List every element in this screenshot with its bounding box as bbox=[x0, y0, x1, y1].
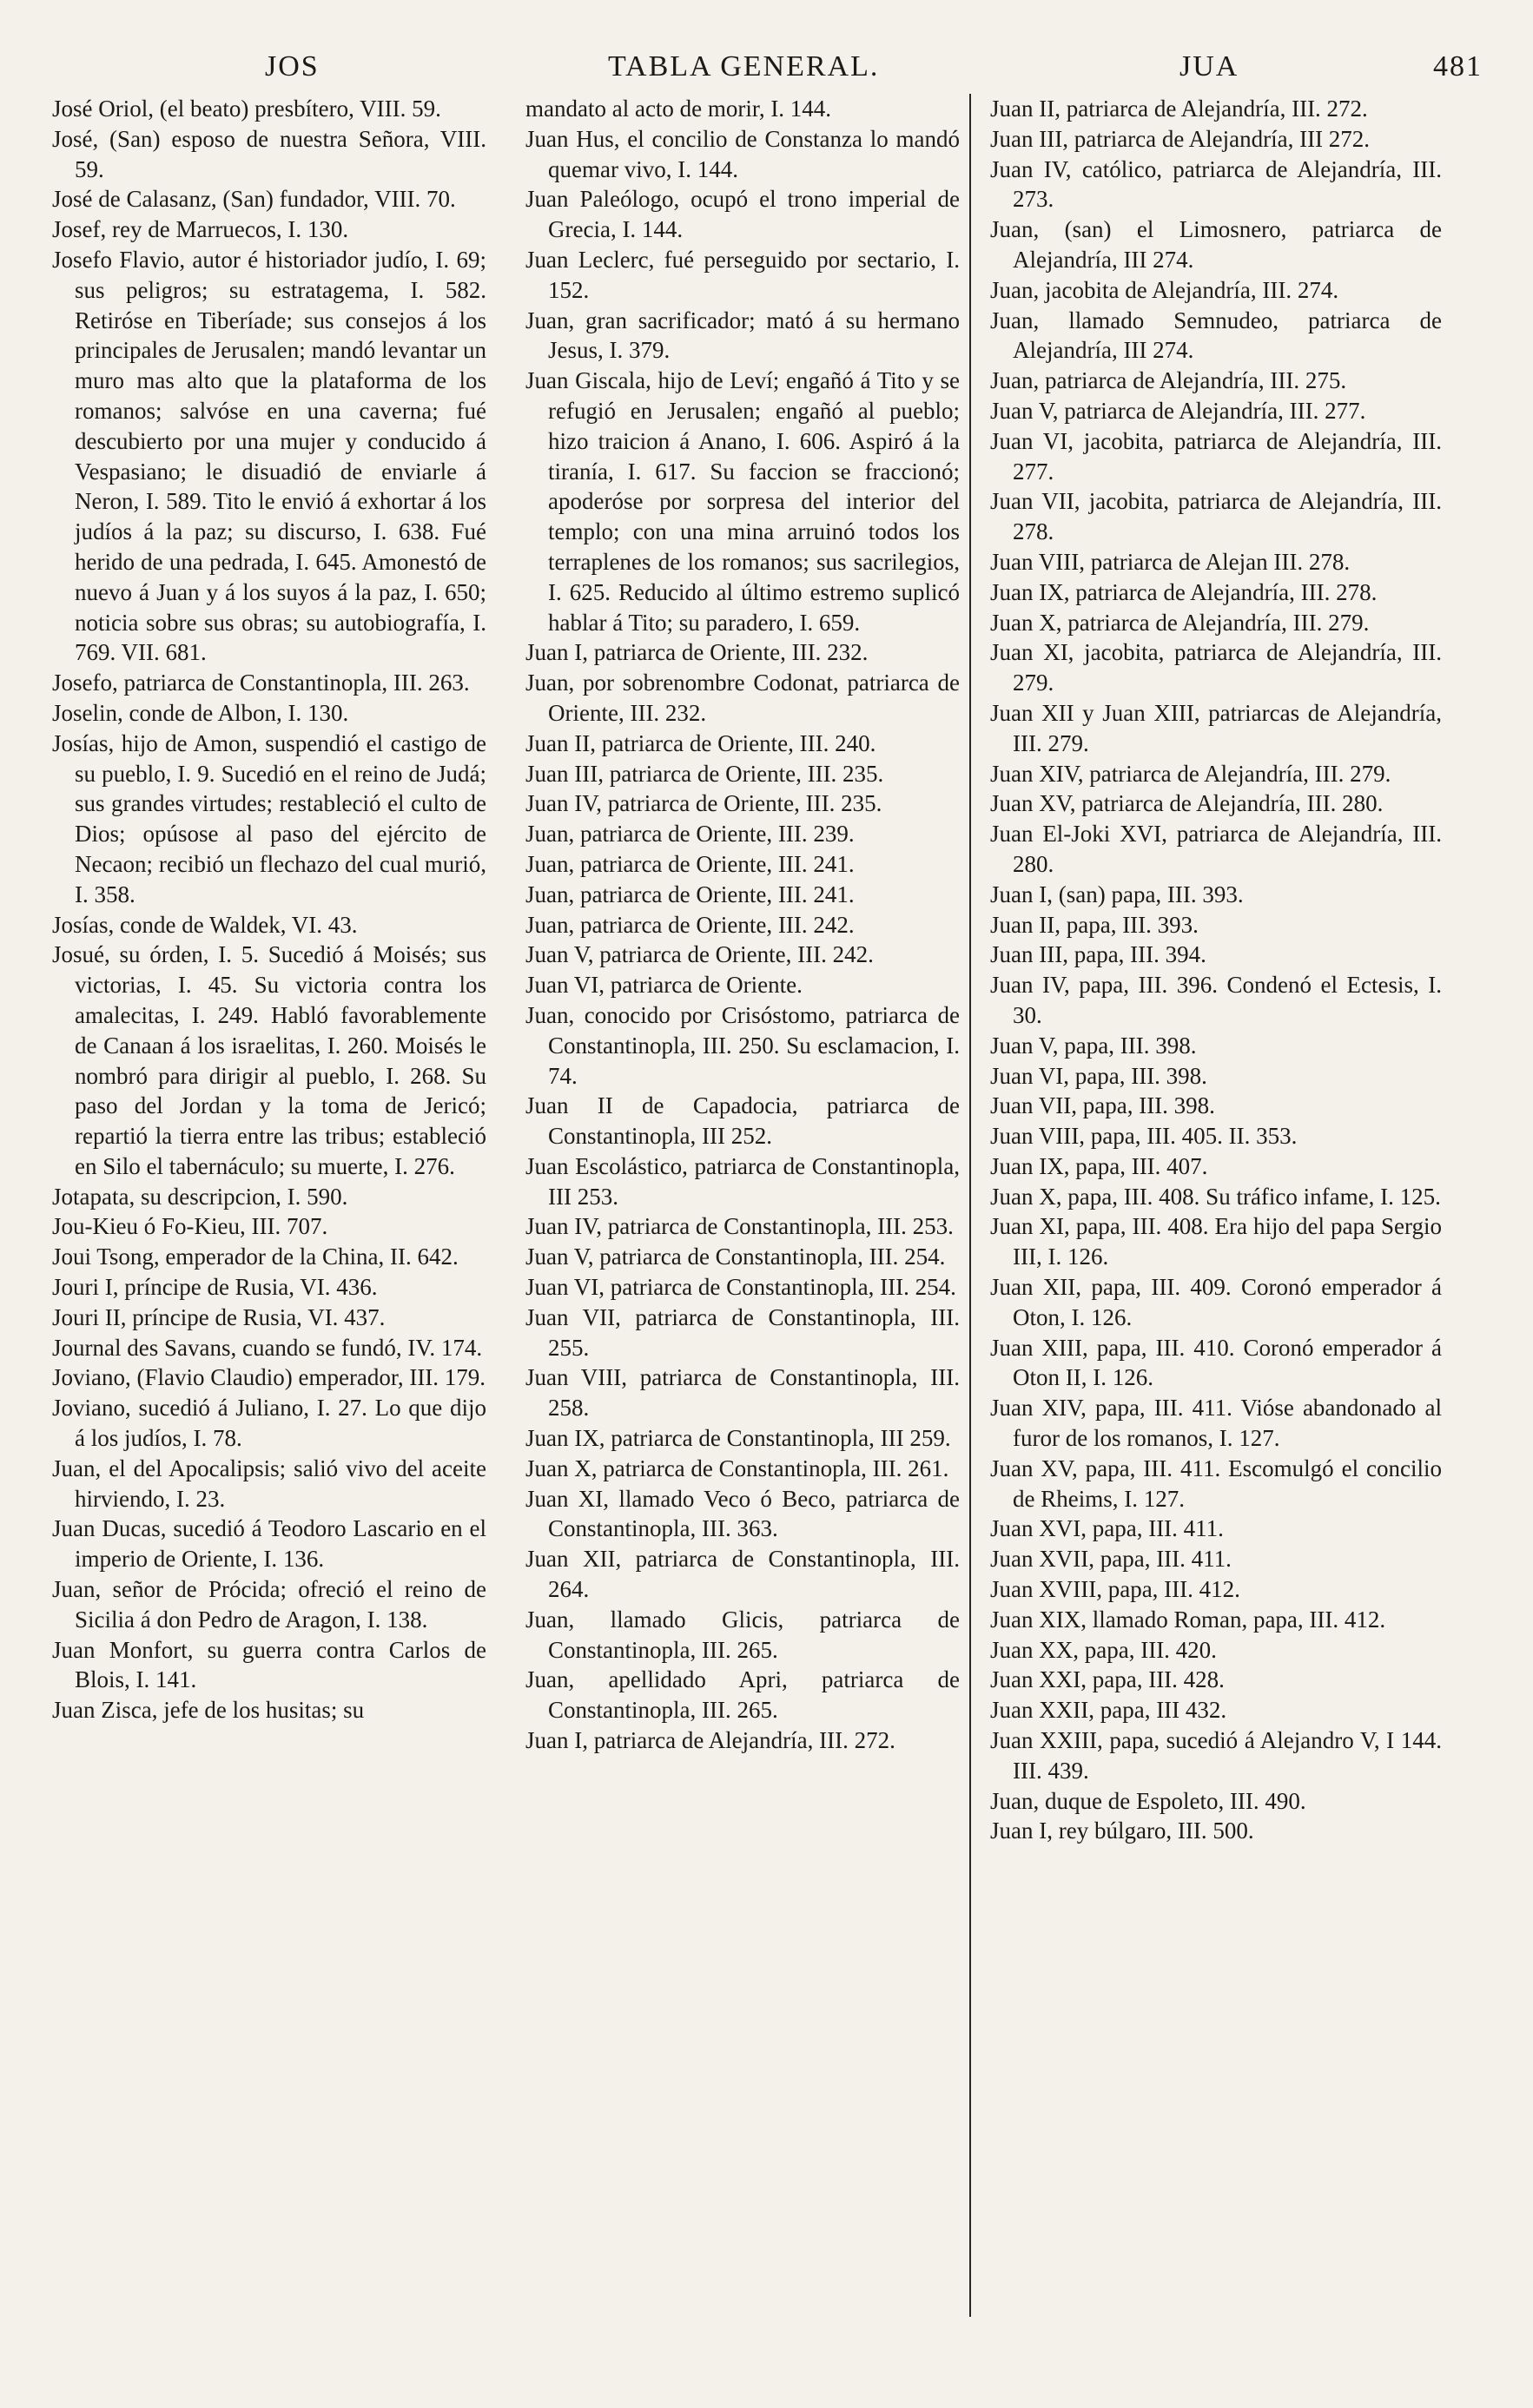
index-entry: Juan VII, papa, III. 398. bbox=[990, 1092, 1215, 1119]
index-entry: Juan VI, jacobita, patriarca de Alejandría, III. 277. bbox=[990, 427, 1442, 485]
index-entry: Juan I, patriarca de Oriente, III. 232. bbox=[525, 639, 869, 666]
index-entry: Juan, llamado Semnudeo, patriarca de Alejandría, III 274. bbox=[990, 307, 1442, 364]
index-entry: Josefo, patriarca de Constantinopla, III. 263. bbox=[52, 670, 470, 696]
index-entry: Juan, señor de Prócida; ofreció el reino de Sicilia á don Pedro de Aragon, I. 138. bbox=[52, 1576, 486, 1633]
index-entry: Juan VII, jacobita, patriarca de Alejandría, III. 278. bbox=[990, 488, 1442, 545]
index-entry: Juan, gran sacrificador; mató á su hermano Jesus, I. 379. bbox=[525, 307, 960, 364]
index-entry: Juan, patriarca de Oriente, III. 241. bbox=[525, 850, 855, 877]
index-entry: Juan III, patriarca de Oriente, III. 235. bbox=[525, 760, 884, 787]
index-entry: Josefo Flavio, autor é historiador judío, I. 69; sus peligros; su estratagema, I. 582. Retiróse en Tiberíade; sus consejos á los principales de Jerusalen; mandó levantar un muro mas alto que la plataforma de los romanos; salvóse en una caverna; fué descubierto por una mujer y conducido á Vespasiano; le disuadió de enviarle á Neron, I. 589. Tito le envió á exhortar á los judíos á la paz; su discurso, I. 638. Fué herido de una pedrada, I. 645. Amonestó de nuevo á Juan y á los suyos á la paz, I. 650; noticia sobre sus obras; su autobiografía, I. 769. VII. 681. bbox=[52, 246, 486, 666]
index-entry: mandato al acto de morir, I. 144. bbox=[525, 96, 832, 122]
index-entry: Juan I, rey búlgaro, III. 500. bbox=[990, 1818, 1254, 1844]
index-entry: Juan I, (san) papa, III. 393. bbox=[990, 881, 1244, 907]
index-entry: Juan, patriarca de Oriente, III. 239. bbox=[525, 821, 855, 848]
index-entry: Juan II, papa, III. 393. bbox=[990, 911, 1199, 938]
index-entry: Juan VIII, papa, III. 405. II. 353. bbox=[990, 1123, 1298, 1150]
index-entry: Juan, conocido por Crisóstomo, patriarca de Constantinopla, III. 250. Su esclamacion, I. 74. bbox=[525, 1001, 960, 1089]
index-entry: Joselin, conde de Albon, I. 130. bbox=[52, 699, 349, 726]
index-entry: Juan II de Capadocia, patriarca de Constantinopla, III 252. bbox=[525, 1092, 960, 1150]
index-entry: Josías, hijo de Amon, suspendió el castigo de su pueblo, I. 9. Sucedió en el reino de Judá; sus grandes virtudes; restableció el culto de Dios; opúsose al paso del ejército de Necaon; recibió un flechazo del cual murió, I. 358. bbox=[52, 729, 486, 907]
page-number: 481 bbox=[1433, 50, 1483, 82]
index-entry: Josef, rey de Marruecos, I. 130. bbox=[52, 216, 349, 243]
index-column-3 bbox=[990, 94, 1442, 1846]
header-right-guide: JUA bbox=[1179, 50, 1239, 82]
index-entry: Juan IV, católico, patriarca de Alejandría, III. 273. bbox=[990, 155, 1442, 213]
index-entry: Juan V, patriarca de Oriente, III. 242. bbox=[525, 941, 874, 968]
index-column-1 bbox=[52, 94, 486, 1725]
index-entry: Juan IV, patriarca de Constantinopla, III. 253. bbox=[525, 1213, 954, 1240]
index-entry: Juan Zisca, jefe de los husitas; su bbox=[52, 1697, 365, 1724]
index-entry: Juan, llamado Glicis, patriarca de Constantinopla, III. 265. bbox=[525, 1606, 960, 1663]
index-entry: Juan Paleólogo, ocupó el trono imperial de Grecia, I. 144. bbox=[525, 186, 960, 243]
index-entry: Juan XX, papa, III. 420. bbox=[990, 1636, 1217, 1663]
index-entry: Juan V, patriarca de Alejandría, III. 277. bbox=[990, 397, 1366, 424]
index-entry: Juan, patriarca de Alejandría, III. 275. bbox=[990, 367, 1347, 394]
index-entry: Juan XIX, llamado Roman, papa, III. 412. bbox=[990, 1606, 1386, 1633]
index-entry: Juan VII, patriarca de Constantinopla, III. 255. bbox=[525, 1303, 960, 1361]
index-entry: Juan XIV, patriarca de Alejandría, III. 279. bbox=[990, 760, 1391, 787]
index-entry: Juan, el del Apocalipsis; salió vivo del aceite hirviendo, I. 23. bbox=[52, 1455, 486, 1512]
header-left-guide: JOS bbox=[265, 50, 320, 82]
index-entry: Juan Leclerc, fué perseguido por sectario, I. 152. bbox=[525, 246, 960, 303]
index-entry: Juan XV, patriarca de Alejandría, III. 280. bbox=[990, 790, 1384, 817]
index-entry: Juan II, patriarca de Oriente, III. 240. bbox=[525, 729, 876, 756]
index-entry: Juan, (san) el Limosnero, patriarca de Alejandría, III 274. bbox=[990, 216, 1442, 273]
index-entry: Joviano, sucedió á Juliano, I. 27. Lo que dijo á los judíos, I. 78. bbox=[52, 1395, 486, 1452]
index-entry: Juan, duque de Espoleto, III. 490. bbox=[990, 1787, 1306, 1814]
index-entry: Juan VI, papa, III. 398. bbox=[990, 1062, 1207, 1089]
header-title: TABLA GENERAL. bbox=[608, 50, 880, 82]
index-entry: Juan X, patriarca de Constantinopla, III. 261. bbox=[525, 1455, 949, 1481]
index-entry: Juan VI, patriarca de Constantinopla, III. 254. bbox=[525, 1274, 956, 1301]
index-entry: Juan III, papa, III. 394. bbox=[990, 941, 1206, 968]
index-entry: Joviano, (Flavio Claudio) emperador, III. 179. bbox=[52, 1364, 486, 1391]
index-entry: Juan XVIII, papa, III. 412. bbox=[990, 1576, 1240, 1603]
index-entry: Juan XIV, papa, III. 411. Vióse abandonado al furor de los romanos, I. 127. bbox=[990, 1395, 1442, 1452]
column-rule bbox=[969, 94, 971, 2317]
index-column-2 bbox=[525, 94, 960, 1756]
index-entry: Juan XXI, papa, III. 428. bbox=[990, 1666, 1225, 1693]
index-entry: José Oriol, (el beato) presbítero, VIII. 59. bbox=[52, 96, 441, 122]
index-entry: Juan XII, patriarca de Constantinopla, III. 264. bbox=[525, 1546, 960, 1603]
index-entry: Juan III, patriarca de Alejandría, III 272. bbox=[990, 125, 1371, 152]
index-entry: Jouri II, príncipe de Rusia, VI. 437. bbox=[52, 1303, 386, 1330]
index-entry: Juan I, patriarca de Alejandría, III. 272. bbox=[525, 1727, 895, 1754]
index-entry: Juan XIII, papa, III. 410. Coronó emperador á Oton II, I. 126. bbox=[990, 1334, 1442, 1391]
index-entry: Juan VIII, patriarca de Constantinopla, III. 258. bbox=[525, 1364, 960, 1422]
index-entry: Juan IX, papa, III. 407. bbox=[990, 1152, 1208, 1179]
index-entry: Juan V, papa, III. 398. bbox=[990, 1032, 1197, 1059]
index-entry: Jotapata, su descripcion, I. 590. bbox=[52, 1183, 348, 1210]
index-entry: Joui Tsong, emperador de la China, II. 642. bbox=[52, 1244, 459, 1270]
index-entry: Juan V, patriarca de Constantinopla, III. 254. bbox=[525, 1244, 946, 1270]
running-header bbox=[52, 50, 1483, 85]
index-entry: Juan XI, jacobita, patriarca de Alejandría, III. 279. bbox=[990, 639, 1442, 696]
index-entry: Juan Monfort, su guerra contra Carlos de Blois, I. 141. bbox=[52, 1636, 486, 1693]
index-entry: Juan VIII, patriarca de Alejan III. 278. bbox=[990, 548, 1351, 575]
index-entry: Juan XV, papa, III. 411. Escomulgó el concilio de Rheims, I. 127. bbox=[990, 1455, 1442, 1512]
index-entry: Juan IV, patriarca de Oriente, III. 235. bbox=[525, 790, 882, 817]
index-entry: Juan, por sobrenombre Codonat, patriarca de Oriente, III. 232. bbox=[525, 670, 960, 726]
index-entry: Juan XII, papa, III. 409. Coronó emperador á Oton, I. 126. bbox=[990, 1274, 1442, 1330]
index-entry: Juan Ducas, sucedió á Teodoro Lascario en el imperio de Oriente, I. 136. bbox=[52, 1515, 486, 1573]
index-entry: Juan IX, patriarca de Alejandría, III. 278. bbox=[990, 578, 1378, 605]
index-entry: Juan, jacobita de Alejandría, III. 274. bbox=[990, 276, 1339, 303]
index-entry: Juan XVI, papa, III. 411. bbox=[990, 1515, 1224, 1542]
index-entry: Juan X, patriarca de Alejandría, III. 279. bbox=[990, 609, 1370, 636]
index-entry: Juan XI, llamado Veco ó Beco, patriarca de Constantinopla, III. 363. bbox=[525, 1485, 960, 1542]
index-entry: Juan II, patriarca de Alejandría, III. 272. bbox=[990, 96, 1368, 122]
index-entry: Juan Giscala, hijo de Leví; engañó á Tito y se refugió en Jerusalen; engañó al pueblo; hizo traicion á Anano, I. 606. Aspiró á la tiranía, I. 617. Su faccion se fraccionó; apoderóse por sorpresa del interior del templo; con una mina arruinó todos los terraplenes de los romanos; sus sacrilegios, I. 625. Reducido al último estremo suplicó hablar á Tito; su paradero, I. 659. bbox=[525, 367, 960, 636]
index-entry: Juan XXIII, papa, sucedió á Alejandro V, I 144. III. 439. bbox=[990, 1727, 1442, 1784]
index-entry: Juan IX, patriarca de Constantinopla, III 259. bbox=[525, 1425, 951, 1452]
index-entry: Josías, conde de Waldek, VI. 43. bbox=[52, 911, 358, 938]
index-entry: José, (San) esposo de nuestra Señora, VIII. 59. bbox=[52, 125, 486, 182]
index-entry: Jouri I, príncipe de Rusia, VI. 436. bbox=[52, 1274, 378, 1301]
index-entry: Juan Hus, el concilio de Constanza lo mandó quemar vivo, I. 144. bbox=[525, 125, 960, 182]
index-entry: Juan XII y Juan XIII, patriarcas de Alejandría, III. 279. bbox=[990, 699, 1442, 756]
index-entry: Juan XXII, papa, III 432. bbox=[990, 1697, 1227, 1724]
index-entry: Juan, patriarca de Oriente, III. 241. bbox=[525, 881, 855, 907]
index-entry: José de Calasanz, (San) fundador, VIII. 70. bbox=[52, 186, 456, 213]
index-entry: Juan XVII, papa, III. 411. bbox=[990, 1546, 1232, 1573]
index-entry: Juan, patriarca de Oriente, III. 242. bbox=[525, 911, 855, 938]
index-entry: Juan Escolástico, patriarca de Constantinopla, III 253. bbox=[525, 1152, 960, 1210]
index-entry: Juan VI, patriarca de Oriente. bbox=[525, 972, 803, 999]
index-entry: Josué, su órden, I. 5. Sucedió á Moisés; sus victorias, I. 45. Su victoria contra los amalecitas, I. 249. Habló favorablemente de Canaan á los israelitas, I. 260. Moisés le nombró para dirigir al pueblo, I. 268. Su paso del Jordan y la toma de Jericó; repartió la tierra entre las tribus; estableció en Silo el tabernáculo; su muerte, I. 276. bbox=[52, 941, 486, 1179]
index-entry: Juan XI, papa, III. 408. Era hijo del papa Sergio III, I. 126. bbox=[990, 1213, 1442, 1270]
index-entry: Journal des Savans, cuando se fundó, IV. 174. bbox=[52, 1334, 483, 1361]
index-entry: Juan IV, papa, III. 396. Condenó el Ectesis, I. 30. bbox=[990, 972, 1442, 1028]
index-entry: Juan, apellidado Apri, patriarca de Constantinopla, III. 265. bbox=[525, 1666, 960, 1724]
index-entry: Juan X, papa, III. 408. Su tráfico infame, I. 125. bbox=[990, 1183, 1441, 1210]
index-entry: Juan El-Joki XVI, patriarca de Alejandría, III. 280. bbox=[990, 821, 1442, 877]
index-entry: Jou-Kieu ó Fo-Kieu, III. 707. bbox=[52, 1213, 328, 1240]
